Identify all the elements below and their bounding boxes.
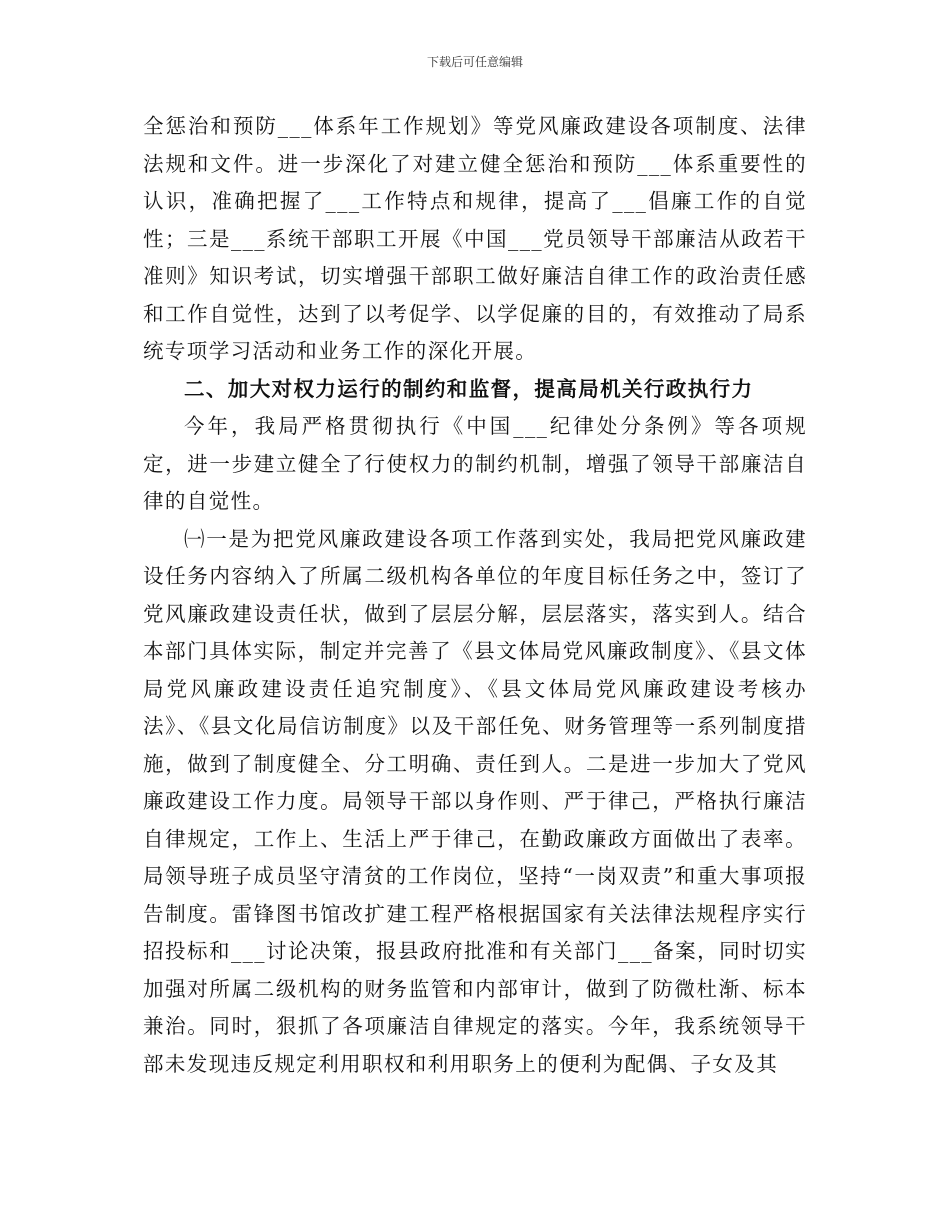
section-heading: 二、加大对权力运行的制约和监督，提高局机关行政执行力 [184,376,754,401]
paragraph-intro: 今年，我局严格贯彻执行《中国___纪律处分条例》等各项规定，进一步建立健全了行使权力的制约机制，增强了领导干部廉洁自律的自觉性。 [143,414,807,513]
paragraph-continuation: 全惩治和预防___体系年工作规划》等党风廉政建设各项制度、法律法规和文件。进一步深化了对建立健全惩治和预防___体系重要性的认识，准确把握了___工作特点和规律，提高了___倡廉工作的自觉性；三是___系统干部职工开展《中国___党员领导干部廉洁从政若干准则》知识考试，切实增强干部职工做好廉洁自律工作的政治责任感和工作自觉性，达到了以考促学、以学促廉的目的，有效推动了局系统专项学习活动和业务工作的深化开展。 [143,114,807,363]
header-note: 下载后可任意编辑 [426,55,523,69]
paragraph-item-one: ㈠一是为把党风廉政建设各项工作落到实处，我局把党风廉政建设任务内容纳入了所属二级机构各单位的年度目标任务之中，签订了党风廉政建设责任状，做到了层层分解，层层落实，落实到人。结合本部门具体实际，制定并完善了《县文体局党风廉政制度》、《县文体局党风廉政建设责任追究制度》、《县文体局党风廉政建设考核办法》、《县文化局信访制度》以及干部任免、财务管理等一系列制度措施，做到了制度健全、分工明确、责任到人。二是进一步加大了党风廉政建设工作力度。局领导干部以身作则、严于律己，严格执行廉洁自律规定，工作上、生活上严于律己，在勤政廉政方面做出了表率。局领导班子成员坚守清贫的工作岗位，坚持“一岗双责”和重大事项报告制度。雷锋图书馆改扩建工程严格根据国家有关法律法规程序实行招投标和___讨论决策，报县政府批准和有关部门___备案，同时切实加强对所属二级机构的财务监管和内部审计，做到了防微杜渐、标本兼治。同时，狠抓了各项廉洁自律规定的落实。今年，我系统领导干部未发现违反规定利用职权和利用职务上的便利为配偶、子女及其 [143,526,807,1076]
document-body [143,108,807,1083]
